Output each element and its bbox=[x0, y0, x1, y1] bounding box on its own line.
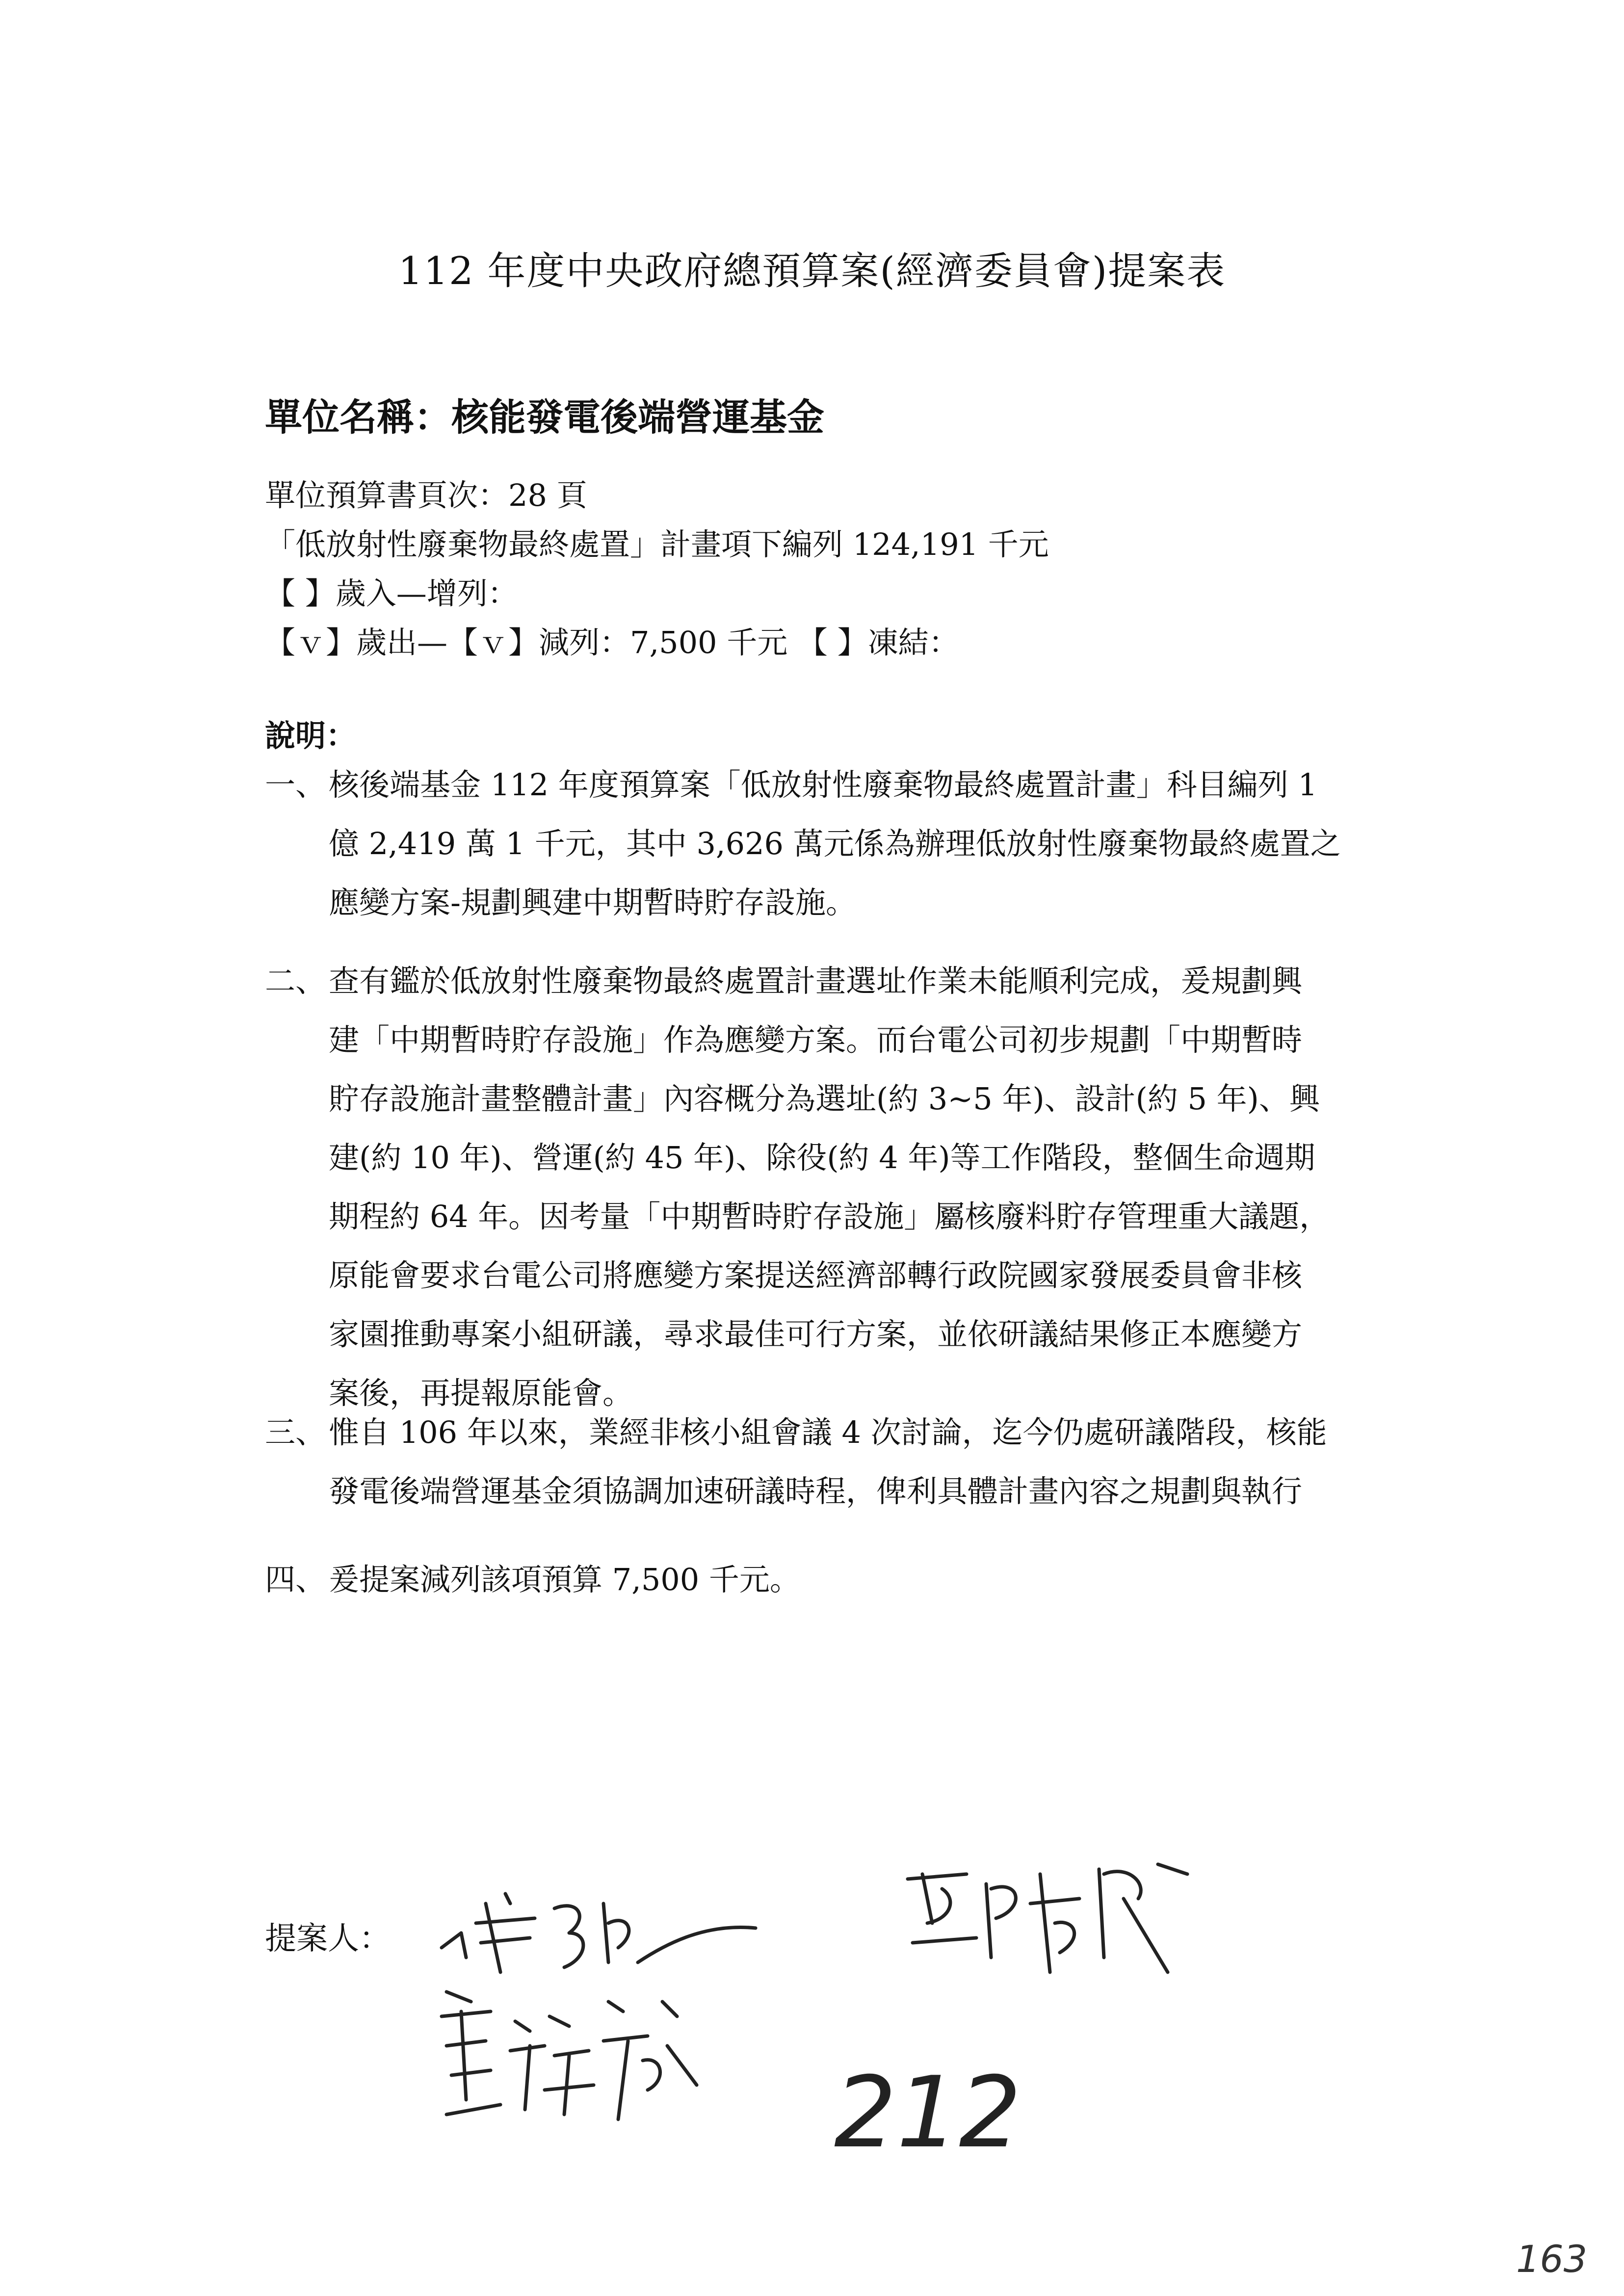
item-number: 四、 bbox=[265, 1562, 326, 1597]
expenditure-line: 【ｖ】歲出—【ｖ】減列：7,500 千元 【 】凍結： bbox=[265, 625, 959, 660]
handwritten-page-number: 212 bbox=[834, 2056, 1022, 2170]
proposer-label: 提案人： bbox=[265, 1921, 391, 1957]
item-line: 家園推動專案小組研議，尋求最佳可行方案，並依研議結果修正本應變方 bbox=[329, 1316, 1303, 1352]
explanation-item-2 bbox=[265, 952, 1393, 1423]
signature-3 bbox=[432, 1972, 707, 2139]
budget-page-ref: 單位預算書頁次：28 頁 bbox=[265, 477, 587, 513]
item-number: 二、 bbox=[265, 963, 326, 999]
item-line: 爰提案減列該項預算 7,500 千元。 bbox=[329, 1562, 800, 1597]
revenue-line: 【 】歲入—增列： bbox=[265, 575, 518, 611]
item-line: 核後端基金 112 年度預算案「低放射性廢棄物最終處置計畫」科目編列 1 bbox=[329, 767, 1317, 803]
item-number: 三、 bbox=[265, 1414, 326, 1450]
item-line: 發電後端營運基金須協調加速研議時程，俾利具體計畫內容之規劃與執行 bbox=[329, 1473, 1303, 1509]
item-line: 建「中期暫時貯存設施」作為應變方案。而台電公司初步規劃「中期暫時 bbox=[329, 1022, 1303, 1058]
corner-page-number: 163 bbox=[1516, 2237, 1588, 2281]
item-line: 查有鑑於低放射性廢棄物最終處置計畫選址作業未能順利完成，爰規劃興 bbox=[329, 963, 1303, 999]
explanation-item-3 bbox=[265, 1403, 1393, 1521]
explanation-label: 說明： bbox=[265, 718, 357, 754]
unit-name: 單位名稱：核能發電後端營運基金 bbox=[265, 395, 824, 439]
item-number: 一、 bbox=[265, 767, 326, 803]
item-line: 原能會要求台電公司將應變方案提送經濟部轉行政院國家發展委員會非核 bbox=[329, 1257, 1303, 1293]
item-line: 案後，再提報原能會。 bbox=[329, 1375, 633, 1411]
item-line: 應變方案-規劃興建中期暫時貯存設施。 bbox=[329, 885, 856, 920]
signature-2 bbox=[893, 1845, 1197, 1992]
document-title: 112 年度中央政府總預算案(經濟委員會)提案表 bbox=[398, 249, 1226, 293]
item-line: 惟自 106 年以來，業經非核小組會議 4 次討論，迄今仍處研議階段，核能 bbox=[329, 1414, 1327, 1450]
explanation-item-4 bbox=[265, 1550, 1393, 1609]
item-line: 建(約 10 年)、營運(約 45 年)、除役(約 4 年)等工作階段，整個生命週期 bbox=[329, 1140, 1315, 1175]
plan-item-line: 「低放射性廢棄物最終處置」計畫項下編列 124,191 千元 bbox=[265, 526, 1049, 562]
explanation-item-1 bbox=[265, 756, 1393, 932]
item-line: 億 2,419 萬 1 千元，其中 3,626 萬元係為辦理低放射性廢棄物最終處置之 bbox=[329, 826, 1341, 861]
signature-1 bbox=[432, 1874, 765, 1982]
item-line: 貯存設施計畫整體計畫」內容概分為選址(約 3~5 年)、設計(約 5 年)、興 bbox=[329, 1081, 1320, 1117]
item-line: 期程約 64 年。因考量「中期暫時貯存設施」屬核廢料貯存管理重大議題， bbox=[329, 1199, 1330, 1234]
